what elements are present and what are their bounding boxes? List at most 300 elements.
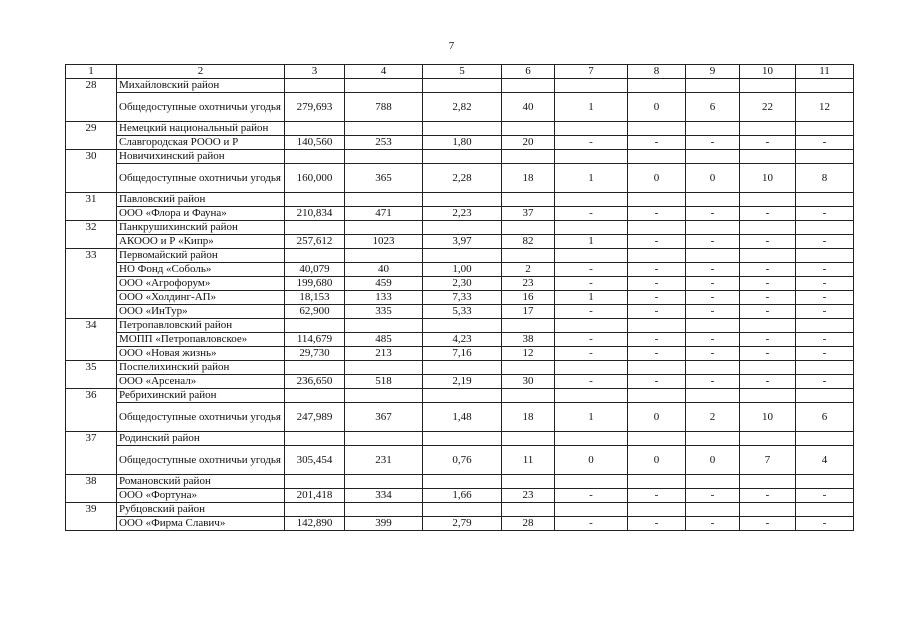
row-number: 30 [66, 150, 117, 193]
value-cell: 2,19 [423, 375, 502, 389]
empty-cell [796, 361, 854, 375]
empty-cell [796, 503, 854, 517]
user-name: Общедоступные охотничьи угодья [117, 93, 285, 122]
value-cell: - [628, 305, 686, 319]
empty-cell [740, 122, 796, 136]
value-cell: - [628, 235, 686, 249]
empty-cell [555, 150, 628, 164]
value-cell: 257,612 [285, 235, 345, 249]
value-cell: 16 [502, 291, 555, 305]
empty-cell [628, 122, 686, 136]
value-cell: - [740, 489, 796, 503]
value-cell: - [740, 207, 796, 221]
empty-cell [502, 79, 555, 93]
column-header-1: 1 [66, 65, 117, 79]
value-cell: 0 [628, 403, 686, 432]
district-name: Ребрихинский район [117, 389, 285, 403]
district-name: Романовский район [117, 475, 285, 489]
value-cell: 20 [502, 136, 555, 150]
value-cell: 0 [555, 446, 628, 475]
empty-cell [285, 79, 345, 93]
value-cell: - [796, 375, 854, 389]
value-cell: - [555, 277, 628, 291]
value-cell: - [628, 333, 686, 347]
column-header-9: 9 [686, 65, 740, 79]
empty-cell [285, 193, 345, 207]
table-row [66, 347, 854, 361]
value-cell: 1 [555, 291, 628, 305]
value-cell: 30 [502, 375, 555, 389]
value-cell: - [628, 291, 686, 305]
empty-cell [345, 432, 423, 446]
empty-cell [796, 221, 854, 235]
empty-cell [285, 221, 345, 235]
value-cell: 1 [555, 164, 628, 193]
value-cell: 8 [796, 164, 854, 193]
value-cell: 7,16 [423, 347, 502, 361]
empty-cell [423, 389, 502, 403]
value-cell: 2,28 [423, 164, 502, 193]
value-cell: - [740, 375, 796, 389]
user-name: ООО «ИнТур» [117, 305, 285, 319]
table-row [66, 517, 854, 531]
user-name: Общедоступные охотничьи угодья [117, 446, 285, 475]
district-row [66, 389, 854, 403]
value-cell: 253 [345, 136, 423, 150]
value-cell: - [555, 305, 628, 319]
value-cell: - [555, 517, 628, 531]
column-header-3: 3 [285, 65, 345, 79]
value-cell: - [740, 136, 796, 150]
district-row [66, 249, 854, 263]
district-row [66, 319, 854, 333]
empty-cell [285, 361, 345, 375]
empty-cell [502, 319, 555, 333]
value-cell: 3,97 [423, 235, 502, 249]
empty-cell [423, 475, 502, 489]
empty-cell [555, 475, 628, 489]
value-cell: 1023 [345, 235, 423, 249]
empty-cell [555, 503, 628, 517]
value-cell: 1,48 [423, 403, 502, 432]
empty-cell [796, 249, 854, 263]
value-cell: 10 [740, 164, 796, 193]
value-cell: 1,80 [423, 136, 502, 150]
column-header-8: 8 [628, 65, 686, 79]
value-cell: 40 [345, 263, 423, 277]
value-cell: - [796, 347, 854, 361]
empty-cell [628, 432, 686, 446]
table-row [66, 207, 854, 221]
value-cell: 2,82 [423, 93, 502, 122]
value-cell: 37 [502, 207, 555, 221]
value-cell: - [686, 489, 740, 503]
empty-cell [502, 150, 555, 164]
user-name: НО Фонд «Соболь» [117, 263, 285, 277]
value-cell: - [686, 305, 740, 319]
empty-cell [686, 122, 740, 136]
value-cell: 7 [740, 446, 796, 475]
value-cell: 2 [502, 263, 555, 277]
column-header-5: 5 [423, 65, 502, 79]
empty-cell [628, 193, 686, 207]
district-name: Михайловский район [117, 79, 285, 93]
table-row [66, 164, 854, 193]
empty-cell [686, 503, 740, 517]
table-row [66, 305, 854, 319]
empty-cell [796, 319, 854, 333]
value-cell: - [796, 207, 854, 221]
district-name: Павловский район [117, 193, 285, 207]
value-cell: - [796, 517, 854, 531]
empty-cell [796, 475, 854, 489]
value-cell: - [686, 263, 740, 277]
value-cell: 334 [345, 489, 423, 503]
value-cell: 199,680 [285, 277, 345, 291]
table-row [66, 263, 854, 277]
value-cell: - [740, 347, 796, 361]
value-cell: 28 [502, 517, 555, 531]
district-name: Немецкий национальный район [117, 122, 285, 136]
user-name: ООО «Агрофорум» [117, 277, 285, 291]
table-row [66, 93, 854, 122]
empty-cell [423, 122, 502, 136]
value-cell: 1 [555, 93, 628, 122]
value-cell: 2,23 [423, 207, 502, 221]
empty-cell [345, 389, 423, 403]
empty-cell [555, 193, 628, 207]
value-cell: 12 [796, 93, 854, 122]
value-cell: 0 [628, 93, 686, 122]
value-cell: - [740, 235, 796, 249]
empty-cell [423, 221, 502, 235]
value-cell: - [555, 489, 628, 503]
empty-cell [740, 319, 796, 333]
table-row [66, 291, 854, 305]
value-cell: - [796, 263, 854, 277]
value-cell: 1 [555, 235, 628, 249]
value-cell: - [686, 207, 740, 221]
value-cell: 231 [345, 446, 423, 475]
value-cell: - [686, 291, 740, 305]
empty-cell [423, 249, 502, 263]
empty-cell [502, 361, 555, 375]
empty-cell [628, 319, 686, 333]
empty-cell [345, 150, 423, 164]
value-cell: - [740, 333, 796, 347]
user-name: ООО «Арсенал» [117, 375, 285, 389]
district-row [66, 432, 854, 446]
empty-cell [555, 361, 628, 375]
value-cell: 4,23 [423, 333, 502, 347]
table-row [66, 277, 854, 291]
hunting-grounds-table [65, 64, 854, 531]
empty-cell [423, 503, 502, 517]
district-row [66, 122, 854, 136]
value-cell: 6 [796, 403, 854, 432]
district-row [66, 503, 854, 517]
empty-cell [628, 361, 686, 375]
value-cell: 22 [740, 93, 796, 122]
table-row [66, 446, 854, 475]
value-cell: 459 [345, 277, 423, 291]
column-header-7: 7 [555, 65, 628, 79]
empty-cell [285, 319, 345, 333]
value-cell: - [555, 263, 628, 277]
value-cell: - [628, 347, 686, 361]
empty-cell [345, 249, 423, 263]
user-name: Славгородская РООО и Р [117, 136, 285, 150]
value-cell: 335 [345, 305, 423, 319]
empty-cell [502, 249, 555, 263]
value-cell: - [628, 517, 686, 531]
value-cell: - [628, 277, 686, 291]
empty-cell [686, 475, 740, 489]
empty-cell [686, 319, 740, 333]
empty-cell [555, 432, 628, 446]
page-number: 7 [448, 40, 455, 52]
empty-cell [285, 150, 345, 164]
empty-cell [740, 389, 796, 403]
empty-cell [555, 79, 628, 93]
value-cell: 365 [345, 164, 423, 193]
value-cell: 12 [502, 347, 555, 361]
district-row [66, 221, 854, 235]
value-cell: - [628, 136, 686, 150]
empty-cell [502, 122, 555, 136]
row-number: 37 [66, 432, 117, 475]
empty-cell [796, 432, 854, 446]
empty-cell [686, 79, 740, 93]
value-cell: 305,454 [285, 446, 345, 475]
value-cell: - [796, 277, 854, 291]
row-number: 28 [66, 79, 117, 122]
empty-cell [502, 221, 555, 235]
empty-cell [628, 503, 686, 517]
empty-cell [628, 150, 686, 164]
empty-cell [285, 432, 345, 446]
value-cell: 17 [502, 305, 555, 319]
empty-cell [796, 122, 854, 136]
row-number: 33 [66, 249, 117, 319]
district-name: Панкрушихинский район [117, 221, 285, 235]
column-header-10: 10 [740, 65, 796, 79]
value-cell: 160,000 [285, 164, 345, 193]
empty-cell [345, 361, 423, 375]
user-name: Общедоступные охотничьи угодья [117, 403, 285, 432]
value-cell: - [686, 136, 740, 150]
empty-cell [686, 361, 740, 375]
table-row [66, 136, 854, 150]
value-cell: - [628, 207, 686, 221]
user-name: ООО «Холдинг-АП» [117, 291, 285, 305]
empty-cell [686, 150, 740, 164]
empty-cell [686, 432, 740, 446]
column-header-4: 4 [345, 65, 423, 79]
value-cell: - [555, 207, 628, 221]
empty-cell [423, 150, 502, 164]
value-cell: 0 [686, 446, 740, 475]
column-header-11: 11 [796, 65, 854, 79]
value-cell: 518 [345, 375, 423, 389]
value-cell: 0 [628, 164, 686, 193]
value-cell: - [555, 333, 628, 347]
empty-cell [628, 221, 686, 235]
value-cell: 210,834 [285, 207, 345, 221]
empty-cell [423, 319, 502, 333]
value-cell: - [740, 263, 796, 277]
value-cell: - [796, 235, 854, 249]
value-cell: - [686, 347, 740, 361]
value-cell: 0,76 [423, 446, 502, 475]
row-number: 31 [66, 193, 117, 221]
value-cell: 23 [502, 277, 555, 291]
table-row [66, 489, 854, 503]
value-cell: 788 [345, 93, 423, 122]
empty-cell [502, 432, 555, 446]
value-cell: - [686, 375, 740, 389]
empty-cell [628, 389, 686, 403]
empty-cell [345, 221, 423, 235]
district-row [66, 79, 854, 93]
empty-cell [555, 221, 628, 235]
district-row [66, 150, 854, 164]
value-cell: - [796, 305, 854, 319]
value-cell: 18 [502, 403, 555, 432]
user-name: ООО «Новая жизнь» [117, 347, 285, 361]
district-name: Новичихинский район [117, 150, 285, 164]
value-cell: 7,33 [423, 291, 502, 305]
value-cell: 471 [345, 207, 423, 221]
user-name: ООО «Флора и Фауна» [117, 207, 285, 221]
value-cell: - [686, 333, 740, 347]
district-row [66, 475, 854, 489]
empty-cell [285, 503, 345, 517]
column-header-6: 6 [502, 65, 555, 79]
value-cell: 29,730 [285, 347, 345, 361]
row-number: 29 [66, 122, 117, 150]
value-cell: 40,079 [285, 263, 345, 277]
district-name: Петропавловский район [117, 319, 285, 333]
row-number: 36 [66, 389, 117, 432]
empty-cell [345, 503, 423, 517]
value-cell: 38 [502, 333, 555, 347]
value-cell: 18,153 [285, 291, 345, 305]
district-name: Родинский район [117, 432, 285, 446]
value-cell: 0 [628, 446, 686, 475]
value-cell: 1 [555, 403, 628, 432]
value-cell: 62,900 [285, 305, 345, 319]
value-cell: 10 [740, 403, 796, 432]
value-cell: 201,418 [285, 489, 345, 503]
empty-cell [740, 361, 796, 375]
empty-cell [285, 122, 345, 136]
empty-cell [686, 193, 740, 207]
empty-cell [502, 193, 555, 207]
value-cell: 23 [502, 489, 555, 503]
value-cell: 1,00 [423, 263, 502, 277]
empty-cell [628, 249, 686, 263]
empty-cell [285, 249, 345, 263]
empty-cell [345, 122, 423, 136]
value-cell: 1,66 [423, 489, 502, 503]
value-cell: 4 [796, 446, 854, 475]
district-name: Поспелихинский район [117, 361, 285, 375]
value-cell: - [796, 136, 854, 150]
empty-cell [502, 503, 555, 517]
value-cell: - [686, 517, 740, 531]
value-cell: - [740, 277, 796, 291]
district-row [66, 193, 854, 207]
empty-cell [740, 193, 796, 207]
value-cell: - [796, 333, 854, 347]
user-name: ООО «Фортуна» [117, 489, 285, 503]
empty-cell [740, 503, 796, 517]
empty-cell [740, 249, 796, 263]
table-row [66, 403, 854, 432]
column-number-header-row [66, 65, 854, 79]
empty-cell [555, 122, 628, 136]
empty-cell [502, 475, 555, 489]
empty-cell [740, 79, 796, 93]
empty-cell [423, 193, 502, 207]
empty-cell [740, 221, 796, 235]
value-cell: - [555, 375, 628, 389]
value-cell: 140,560 [285, 136, 345, 150]
district-name: Рубцовский район [117, 503, 285, 517]
column-header-2: 2 [117, 65, 285, 79]
empty-cell [502, 389, 555, 403]
empty-cell [740, 150, 796, 164]
empty-cell [423, 432, 502, 446]
empty-cell [555, 389, 628, 403]
empty-cell [345, 319, 423, 333]
value-cell: 40 [502, 93, 555, 122]
value-cell: 279,693 [285, 93, 345, 122]
value-cell: 114,679 [285, 333, 345, 347]
user-name: ООО «Фирма Славич» [117, 517, 285, 531]
value-cell: - [740, 291, 796, 305]
user-name: МОПП «Петропавловское» [117, 333, 285, 347]
value-cell: 82 [502, 235, 555, 249]
value-cell: 142,890 [285, 517, 345, 531]
value-cell: - [740, 305, 796, 319]
empty-cell [628, 79, 686, 93]
empty-cell [555, 249, 628, 263]
district-row [66, 361, 854, 375]
value-cell: 133 [345, 291, 423, 305]
value-cell: 0 [686, 164, 740, 193]
empty-cell [628, 475, 686, 489]
value-cell: - [686, 277, 740, 291]
value-cell: 11 [502, 446, 555, 475]
value-cell: 2,30 [423, 277, 502, 291]
empty-cell [686, 221, 740, 235]
empty-cell [345, 193, 423, 207]
empty-cell [555, 319, 628, 333]
empty-cell [423, 361, 502, 375]
value-cell: - [555, 136, 628, 150]
empty-cell [285, 475, 345, 489]
value-cell: 18 [502, 164, 555, 193]
value-cell: 236,650 [285, 375, 345, 389]
empty-cell [796, 79, 854, 93]
value-cell: - [686, 235, 740, 249]
empty-cell [796, 193, 854, 207]
row-number: 35 [66, 361, 117, 389]
table-row [66, 375, 854, 389]
value-cell: 399 [345, 517, 423, 531]
